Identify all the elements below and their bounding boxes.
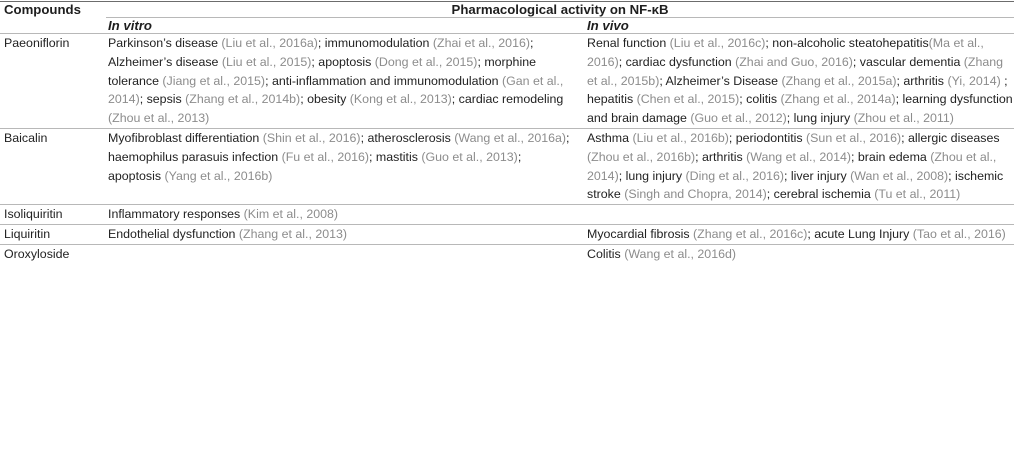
activity-text: ; learning dysfunction and brain damage	[587, 92, 1013, 126]
citation-link[interactable]: (Zhou et al., 2011)	[853, 111, 954, 126]
header-in-vitro: In vitro	[106, 18, 585, 34]
citation-link[interactable]: (Tao et al., 2016)	[912, 226, 1006, 241]
activity-text: ; periodontitis	[728, 130, 807, 145]
citation-link[interactable]: (Wang et al., 2016d)	[624, 246, 736, 261]
activity-text: ; arthritis	[695, 149, 747, 164]
citation-link[interactable]: (Wang et al., 2014)	[746, 149, 852, 164]
in-vivo-cell	[585, 34, 1014, 129]
citation-link[interactable]: (Zhou et al., 2013)	[108, 111, 210, 126]
citation-link[interactable]: (Zhang et al., 2015a)	[781, 73, 897, 88]
in-vitro-cell	[106, 34, 585, 129]
activity-text: ; allergic diseases	[901, 130, 1000, 145]
activity-text: Colitis	[587, 246, 625, 261]
activity-text: ; liver injury	[784, 168, 851, 183]
pharmacology-table	[0, 1, 1014, 264]
table-row	[0, 128, 1014, 204]
in-vivo-cell	[585, 244, 1014, 263]
table-row	[0, 34, 1014, 129]
citation-link[interactable]: (Zhou et al., 2014)	[587, 149, 997, 183]
citation-link[interactable]: (Sun et al., 2016)	[806, 130, 902, 145]
citation-link[interactable]: (Zhang et al., 2016c)	[693, 226, 808, 241]
citation-link[interactable]: (Zhang et al., 2015b)	[587, 54, 1004, 88]
activity-text: ; apoptosis	[108, 149, 522, 183]
activity-text: ; colitis	[739, 92, 781, 107]
citation-link[interactable]: (Zhou et al., 2016b)	[587, 149, 696, 164]
activity-text: ; sepsis	[139, 92, 186, 107]
activity-text: Endothelial dysfunction	[108, 226, 239, 241]
citation-link[interactable]: (Kong et al., 2013)	[349, 92, 452, 107]
citation-link[interactable]: (Dong et al., 2015)	[374, 54, 478, 69]
citation-link[interactable]: (Ding et al., 2016)	[685, 168, 785, 183]
compound-name: Paeoniflorin	[0, 34, 106, 129]
activity-text: ; mastitis	[369, 149, 422, 164]
citation-link[interactable]: (Wan et al., 2008)	[850, 168, 949, 183]
activity-text: Asthma	[587, 130, 633, 145]
citation-link[interactable]: (Jiang et al., 2015)	[162, 73, 266, 88]
activity-text: ; atherosclerosis	[360, 130, 455, 145]
activity-text: ; ischemic stroke	[587, 168, 1004, 202]
activity-text: ; cardiac dysfunction	[618, 54, 736, 69]
citation-link[interactable]: (Wang et al., 2016a)	[454, 130, 567, 145]
in-vitro-cell	[106, 205, 585, 225]
citation-link[interactable]: (Liu et al., 2016b)	[632, 130, 729, 145]
citation-link[interactable]: (Singh and Chopra, 2014)	[624, 187, 767, 202]
compound-name: Liquiritin	[0, 224, 106, 244]
activity-text: Renal function	[587, 36, 670, 50]
citation-link[interactable]: (Guo et al., 2012)	[690, 111, 787, 126]
activity-text: ; immunomodulation	[317, 36, 433, 50]
citation-link[interactable]: (Fu et al., 2016)	[281, 149, 370, 164]
citation-link[interactable]: (Ma et al., 2016)	[587, 36, 984, 69]
activity-text: ; cardiac remodeling	[451, 92, 564, 107]
table-row	[0, 224, 1014, 244]
citation-link[interactable]: (Gan et al., 2014)	[108, 73, 564, 107]
activity-text: ; hepatitis	[587, 73, 1008, 107]
compound-name: Oroxyloside	[0, 244, 106, 263]
citation-link[interactable]: (Shin et al., 2016)	[262, 130, 361, 145]
header-compounds: Compounds	[0, 2, 106, 34]
citation-link[interactable]: (Zhang et al., 2014a)	[780, 92, 896, 107]
citation-link[interactable]: (Chen et al., 2015)	[636, 92, 740, 107]
activity-text: ; Alzheimer’s disease	[108, 36, 534, 69]
in-vitro-cell	[106, 128, 585, 204]
activity-text: ; cerebral ischemia	[766, 187, 875, 202]
in-vitro-cell	[106, 224, 585, 244]
activity-text: ; morphine tolerance	[108, 54, 536, 88]
compound-name: Isoliquiritin	[0, 205, 106, 225]
activity-text: Parkinson’s disease	[108, 36, 222, 50]
in-vivo-cell	[585, 128, 1014, 204]
activity-text: ; arthritis	[896, 73, 948, 88]
table-row	[0, 205, 1014, 225]
activity-text: ; lung injury	[786, 111, 854, 126]
citation-link[interactable]: (Zhai et al., 2016)	[432, 36, 530, 50]
in-vivo-cell	[585, 224, 1014, 244]
activity-text: Myocardial fibrosis	[587, 226, 694, 241]
subheader-row	[0, 18, 1014, 34]
activity-text: ; obesity	[300, 92, 350, 107]
citation-link[interactable]: (Tu et al., 2011)	[874, 187, 961, 202]
citation-link[interactable]: (Kim et al., 2008)	[243, 207, 339, 222]
citation-link[interactable]: (Zhang et al., 2014b)	[185, 92, 301, 107]
citation-link[interactable]: (Zhai and Guo, 2016)	[735, 54, 853, 69]
citation-link[interactable]: (Liu et al., 2016c)	[669, 36, 766, 50]
activity-text: ; lung injury	[618, 168, 686, 183]
activity-text: ; non-alcoholic steatohepatitis	[765, 36, 929, 50]
table-row	[0, 244, 1014, 263]
activity-text: ; Alzheimer’s Disease	[659, 73, 782, 88]
activity-text: ; vascular dementia	[852, 54, 964, 69]
activity-text: ; haemophilus parasuis infection	[108, 130, 570, 164]
citation-link[interactable]: (Liu et al., 2015)	[221, 54, 312, 69]
citation-link[interactable]: (Zhang et al., 2013)	[238, 226, 348, 241]
activity-text: ; brain edema	[851, 149, 931, 164]
header-row	[0, 2, 1014, 18]
header-activity-group: Pharmacological activity on NF-κB	[106, 2, 1014, 18]
header-in-vivo: In vivo	[585, 18, 1014, 34]
activity-text: ; apoptosis	[311, 54, 375, 69]
activity-text: ; acute Lung Injury	[807, 226, 913, 241]
in-vitro-cell	[106, 244, 585, 263]
citation-link[interactable]: (Yang et al., 2016b)	[164, 168, 273, 183]
in-vivo-cell	[585, 205, 1014, 225]
activity-text: Myofibroblast differentiation	[108, 130, 263, 145]
citation-link[interactable]: (Liu et al., 2016a)	[221, 36, 318, 50]
activity-text: ; anti-inflammation and immunomodulation	[265, 73, 502, 88]
compound-name: Baicalin	[0, 128, 106, 204]
activity-text: Inflammatory responses	[108, 207, 244, 222]
citation-link[interactable]: (Guo et al., 2013)	[421, 149, 518, 164]
citation-link[interactable]: (Yi, 2014)	[947, 73, 1001, 88]
